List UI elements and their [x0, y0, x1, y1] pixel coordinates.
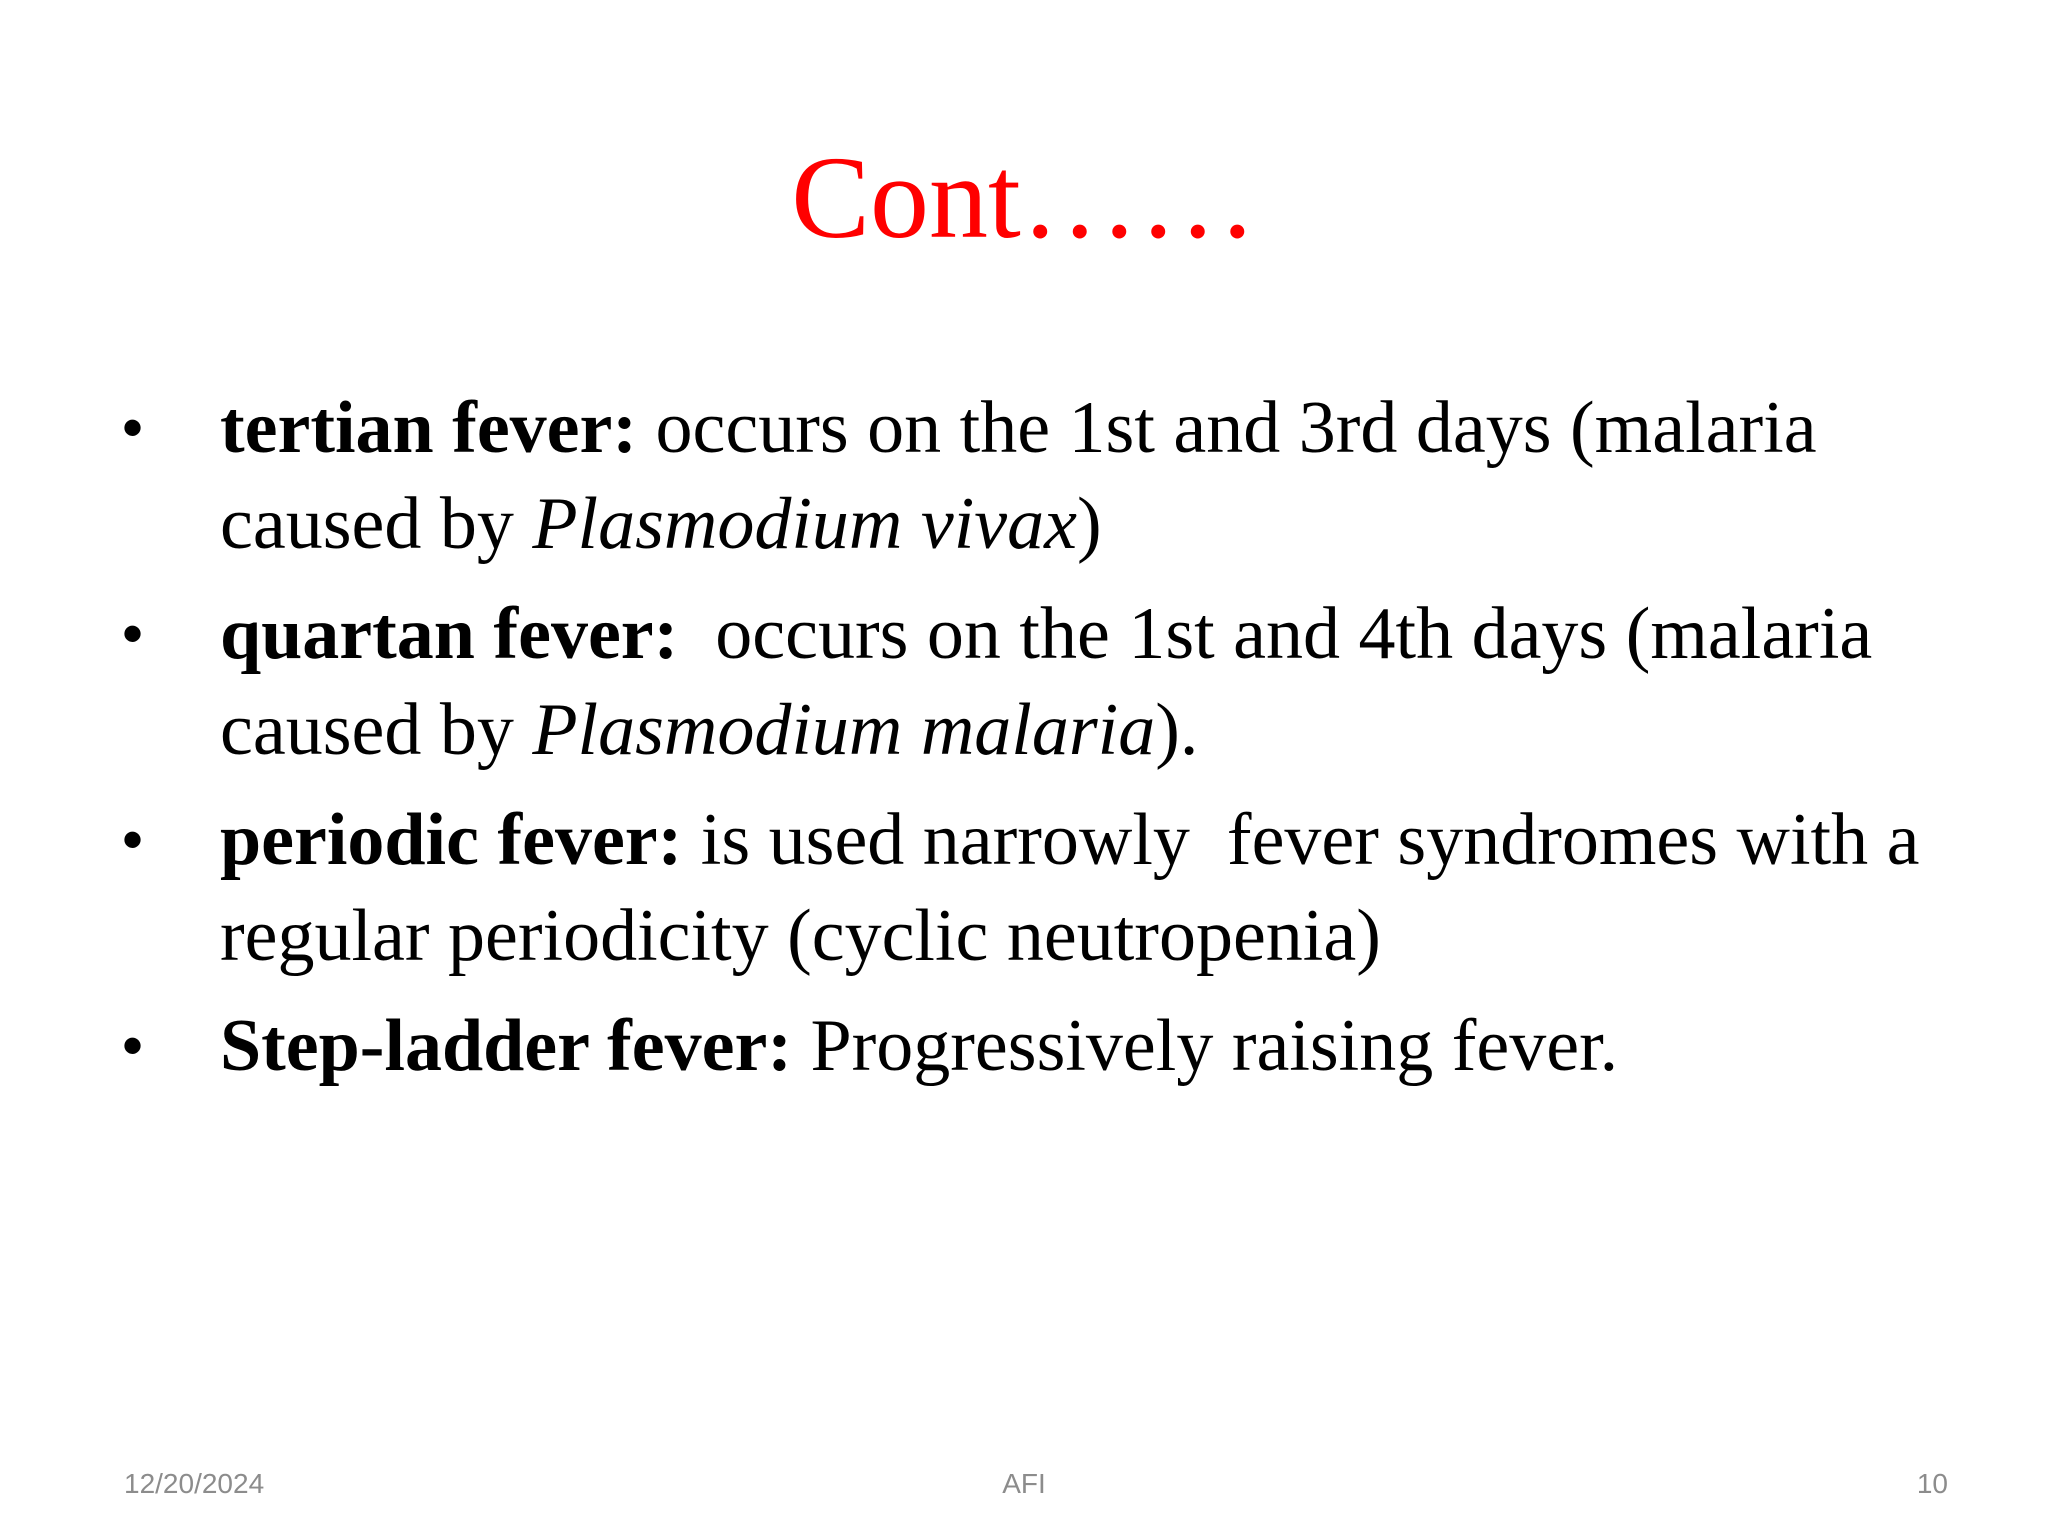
slide-title: Cont……: [791, 132, 1257, 263]
bullet-term: periodic fever:: [220, 799, 683, 881]
footer-date: 12/20/2024: [124, 1468, 265, 1499]
bullet-item-quartan: [120, 586, 1920, 778]
bullet-text-end: ).: [1155, 689, 1199, 771]
bullet-text-end: ): [1076, 483, 1102, 565]
bullet-text: Progressively raising fever.: [791, 1005, 1619, 1087]
bullet-text: is used narrowly fever syndromes with a regular periodicity (cyclic neutropenia): [220, 799, 1938, 977]
bullet-item-tertian: [120, 380, 1920, 572]
bullet-icon: •: [122, 600, 144, 667]
bullet-italic-text: Plasmodium malaria: [532, 689, 1156, 771]
bullet-text: occurs on the 1st and 3rd days (malaria caused by: [220, 387, 1817, 565]
bullet-italic-text: Plasmodium vivax: [532, 483, 1077, 565]
bullet-icon: •: [122, 806, 144, 873]
footer-title: AFI: [1002, 1468, 1046, 1499]
bullet-icon: •: [122, 1012, 144, 1079]
footer-page-number: 10: [1916, 1468, 1948, 1499]
bullet-icon: •: [122, 394, 144, 461]
bullet-term: tertian fever:: [220, 387, 638, 469]
bullet-term: quartan fever:: [220, 593, 679, 675]
bullet-term: Step-ladder fever:: [220, 1005, 792, 1087]
bullet-text: occurs on the 1st and 4th days (malaria caused by: [220, 593, 1891, 771]
bullet-item-step-ladder: [120, 998, 1920, 1094]
bullet-item-periodic: [120, 792, 1938, 984]
bullet-list: [120, 380, 1938, 1108]
